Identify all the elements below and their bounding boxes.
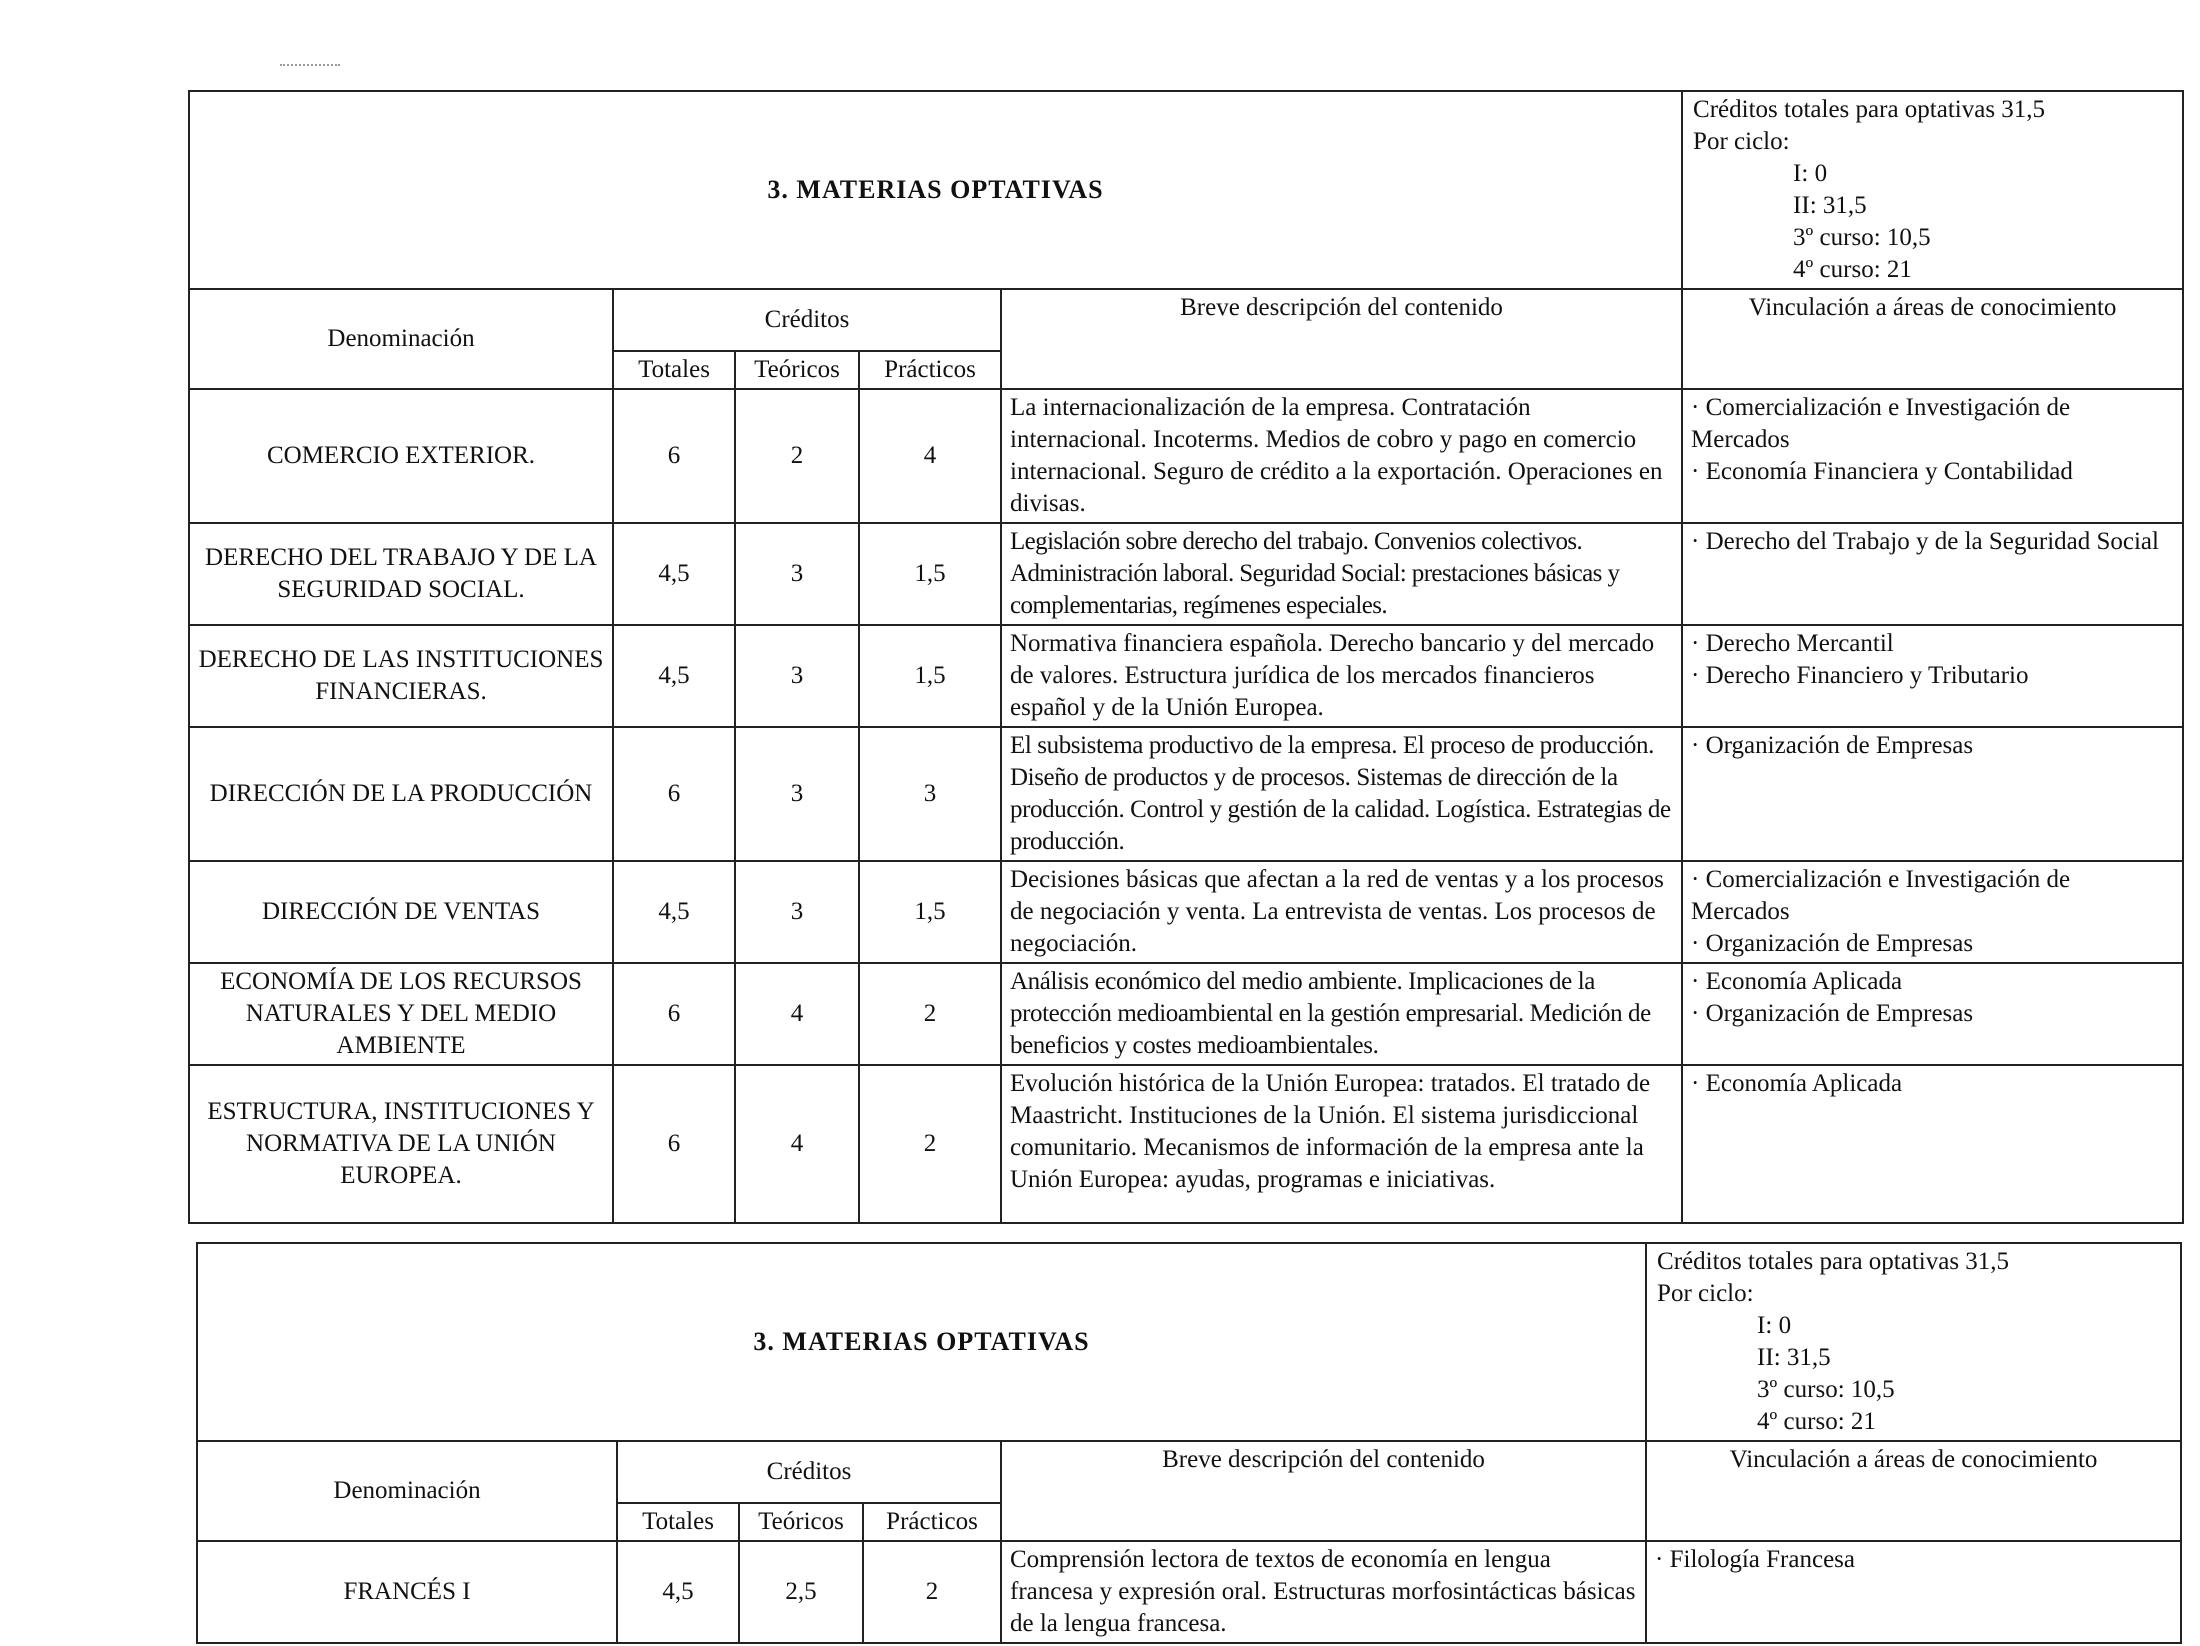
curso-3: 3º curso: 10,5 [1757, 1376, 1895, 1403]
header-vinculacion: Vinculación a áreas de conocimiento [1682, 289, 2183, 389]
knowledge-areas [1682, 963, 2183, 1065]
subject-name: FRANCÉS I [197, 1541, 617, 1643]
table-row [189, 1065, 2183, 1223]
header-descripcion: Breve descripción del contenido [1001, 289, 1682, 389]
knowledge-areas [1682, 389, 2183, 523]
area-item: · Economía Aplicada [1691, 1070, 1903, 1097]
credits-teoricos: 4 [735, 1065, 859, 1223]
credits-teoricos: 2,5 [739, 1541, 863, 1643]
subject-name: DIRECCIÓN DE LA PRODUCCIÓN [189, 727, 613, 861]
credits-practicos: 2 [859, 963, 1001, 1065]
credits-practicos: 2 [859, 1065, 1001, 1223]
credits-teoricos: 3 [735, 625, 859, 727]
scan-artifact [280, 64, 340, 68]
curso-4: 4º curso: 21 [1793, 256, 1912, 283]
subject-name: ECONOMÍA DE LOS RECURSOS NATURALES Y DEL MEDIO AMBIENTE [189, 963, 613, 1065]
area-item: · Comercialización e Investigación de Mercados [1691, 866, 2071, 925]
table-row [189, 963, 2183, 1065]
header-denominacion: Denominación [189, 289, 613, 389]
ciclo-2: II: 31,5 [1793, 192, 1867, 219]
area-item: · Organización de Empresas [1691, 1000, 1974, 1027]
header-practicos: Prácticos [859, 351, 1001, 389]
credits-summary-box [1682, 91, 2183, 289]
credits-teoricos: 3 [735, 727, 859, 861]
subject-description: Análisis económico del medio ambiente. Implicaciones de la protección medioambiental en la gestión empresarial. Medición de beneficios y costes medioambientales. [1001, 963, 1682, 1065]
subject-description: Comprensión lectora de textos de economía en lengua francesa y expresión oral. Estructuras morfosintácticas básicas de la lengua francesa. [1001, 1541, 1646, 1643]
curso-3: 3º curso: 10,5 [1793, 224, 1931, 251]
subject-name: COMERCIO EXTERIOR. [189, 389, 613, 523]
subject-description: Evolución histórica de la Unión Europea: tratados. El tratado de Maastricht. Instituciones de la Unión. El sistema jurisdiccional comunitario. Mecanismos de información de la empresa ante la Unión Europea: ayudas, programas e iniciativas. [1001, 1065, 1682, 1223]
subject-name: ESTRUCTURA, INSTITUCIONES Y NORMATIVA DE LA UNIÓN EUROPEA. [189, 1065, 613, 1223]
area-item: · Organización de Empresas [1691, 732, 1974, 759]
header-descripcion: Breve descripción del contenido [1001, 1441, 1646, 1541]
ciclo-1: I: 0 [1793, 160, 1828, 187]
header-denominacion: Denominación [197, 1441, 617, 1541]
section-title: 3. MATERIAS OPTATIVAS [189, 91, 1682, 289]
header-totales: Totales [613, 351, 735, 389]
subject-description: El subsistema productivo de la empresa. El proceso de producción. Diseño de productos y de procesos. Sistemas de dirección de la producción. Control y gestión de la calidad. Logística. Estrategias de producción. [1001, 727, 1682, 861]
ciclo-2: II: 31,5 [1757, 1344, 1831, 1371]
table-row [189, 389, 2183, 523]
header-teoricos: Teóricos [739, 1503, 863, 1541]
subject-name: DERECHO DEL TRABAJO Y DE LA SEGURIDAD SOCIAL. [189, 523, 613, 625]
area-item: · Economía Financiera y Contabilidad [1691, 458, 2073, 485]
header-totales: Totales [617, 1503, 739, 1541]
credits-practicos: 1,5 [859, 625, 1001, 727]
total-credits: Créditos totales para optativas 31,5 [1657, 1248, 2010, 1275]
table-row [197, 1541, 2181, 1643]
curso-4: 4º curso: 21 [1757, 1408, 1876, 1435]
optativas-table-2 [196, 1242, 2182, 1644]
credits-totales: 4,5 [613, 861, 735, 963]
header-creditos: Créditos [617, 1441, 1001, 1503]
table-row [189, 727, 2183, 861]
por-ciclo-label: Por ciclo: [1657, 1280, 1754, 1307]
credits-totales: 6 [613, 389, 735, 523]
credits-practicos: 1,5 [859, 861, 1001, 963]
credits-totales: 6 [613, 727, 735, 861]
credits-practicos: 3 [859, 727, 1001, 861]
credits-teoricos: 2 [735, 389, 859, 523]
knowledge-areas [1682, 1065, 2183, 1223]
credits-totales: 4,5 [617, 1541, 739, 1643]
knowledge-areas [1682, 625, 2183, 727]
credits-totales: 4,5 [613, 625, 735, 727]
header-creditos: Créditos [613, 289, 1001, 351]
subject-description: Normativa financiera española. Derecho bancario y del mercado de valores. Estructura jurídica de los mercados financieros español y de la Unión Europea. [1001, 625, 1682, 727]
ciclo-1: I: 0 [1757, 1312, 1792, 1339]
credits-summary-box [1646, 1243, 2181, 1441]
subject-description: Decisiones básicas que afectan a la red de ventas y a los procesos de negociación y venta. La entrevista de ventas. Los procesos de negociación. [1001, 861, 1682, 963]
knowledge-areas [1646, 1541, 2181, 1643]
por-ciclo-label: Por ciclo: [1693, 128, 1790, 155]
knowledge-areas [1682, 523, 2183, 625]
area-item: · Derecho Mercantil [1691, 630, 1894, 657]
area-item: · Filología Francesa [1655, 1546, 1855, 1573]
credits-teoricos: 3 [735, 523, 859, 625]
credits-practicos: 2 [863, 1541, 1001, 1643]
header-practicos: Prácticos [863, 1503, 1001, 1541]
credits-teoricos: 3 [735, 861, 859, 963]
credits-totales: 6 [613, 1065, 735, 1223]
knowledge-areas [1682, 727, 2183, 861]
knowledge-areas [1682, 861, 2183, 963]
header-teoricos: Teóricos [735, 351, 859, 389]
subject-description: La internacionalización de la empresa. Contratación internacional. Incoterms. Medios de cobro y pago en comercio internacional. Seguro de crédito a la exportación. Operaciones en divisas. [1001, 389, 1682, 523]
section-title: 3. MATERIAS OPTATIVAS [197, 1243, 1646, 1441]
credits-totales: 4,5 [613, 523, 735, 625]
subject-name: DERECHO DE LAS INSTITUCIONES FINANCIERAS. [189, 625, 613, 727]
subject-description: Legislación sobre derecho del trabajo. Convenios colectivos. Administración laboral. Seguridad Social: prestaciones básicas y complementarias, regímenes especiales. [1001, 523, 1682, 625]
total-credits: Créditos totales para optativas 31,5 [1693, 96, 2046, 123]
optativas-table-1 [188, 90, 2184, 1224]
table-row [189, 625, 2183, 727]
credits-practicos: 4 [859, 389, 1001, 523]
subject-name: DIRECCIÓN DE VENTAS [189, 861, 613, 963]
area-item: · Comercialización e Investigación de Mercados [1691, 394, 2071, 453]
table-row [189, 861, 2183, 963]
header-vinculacion: Vinculación a áreas de conocimiento [1646, 1441, 2181, 1541]
credits-teoricos: 4 [735, 963, 859, 1065]
credits-totales: 6 [613, 963, 735, 1065]
credits-practicos: 1,5 [859, 523, 1001, 625]
area-item: · Economía Aplicada [1691, 968, 1903, 995]
area-item: · Organización de Empresas [1691, 930, 1974, 957]
area-item: · Derecho del Trabajo y de la Seguridad Social [1691, 528, 2159, 555]
area-item: · Derecho Financiero y Tributario [1691, 662, 2029, 689]
table-row [189, 523, 2183, 625]
